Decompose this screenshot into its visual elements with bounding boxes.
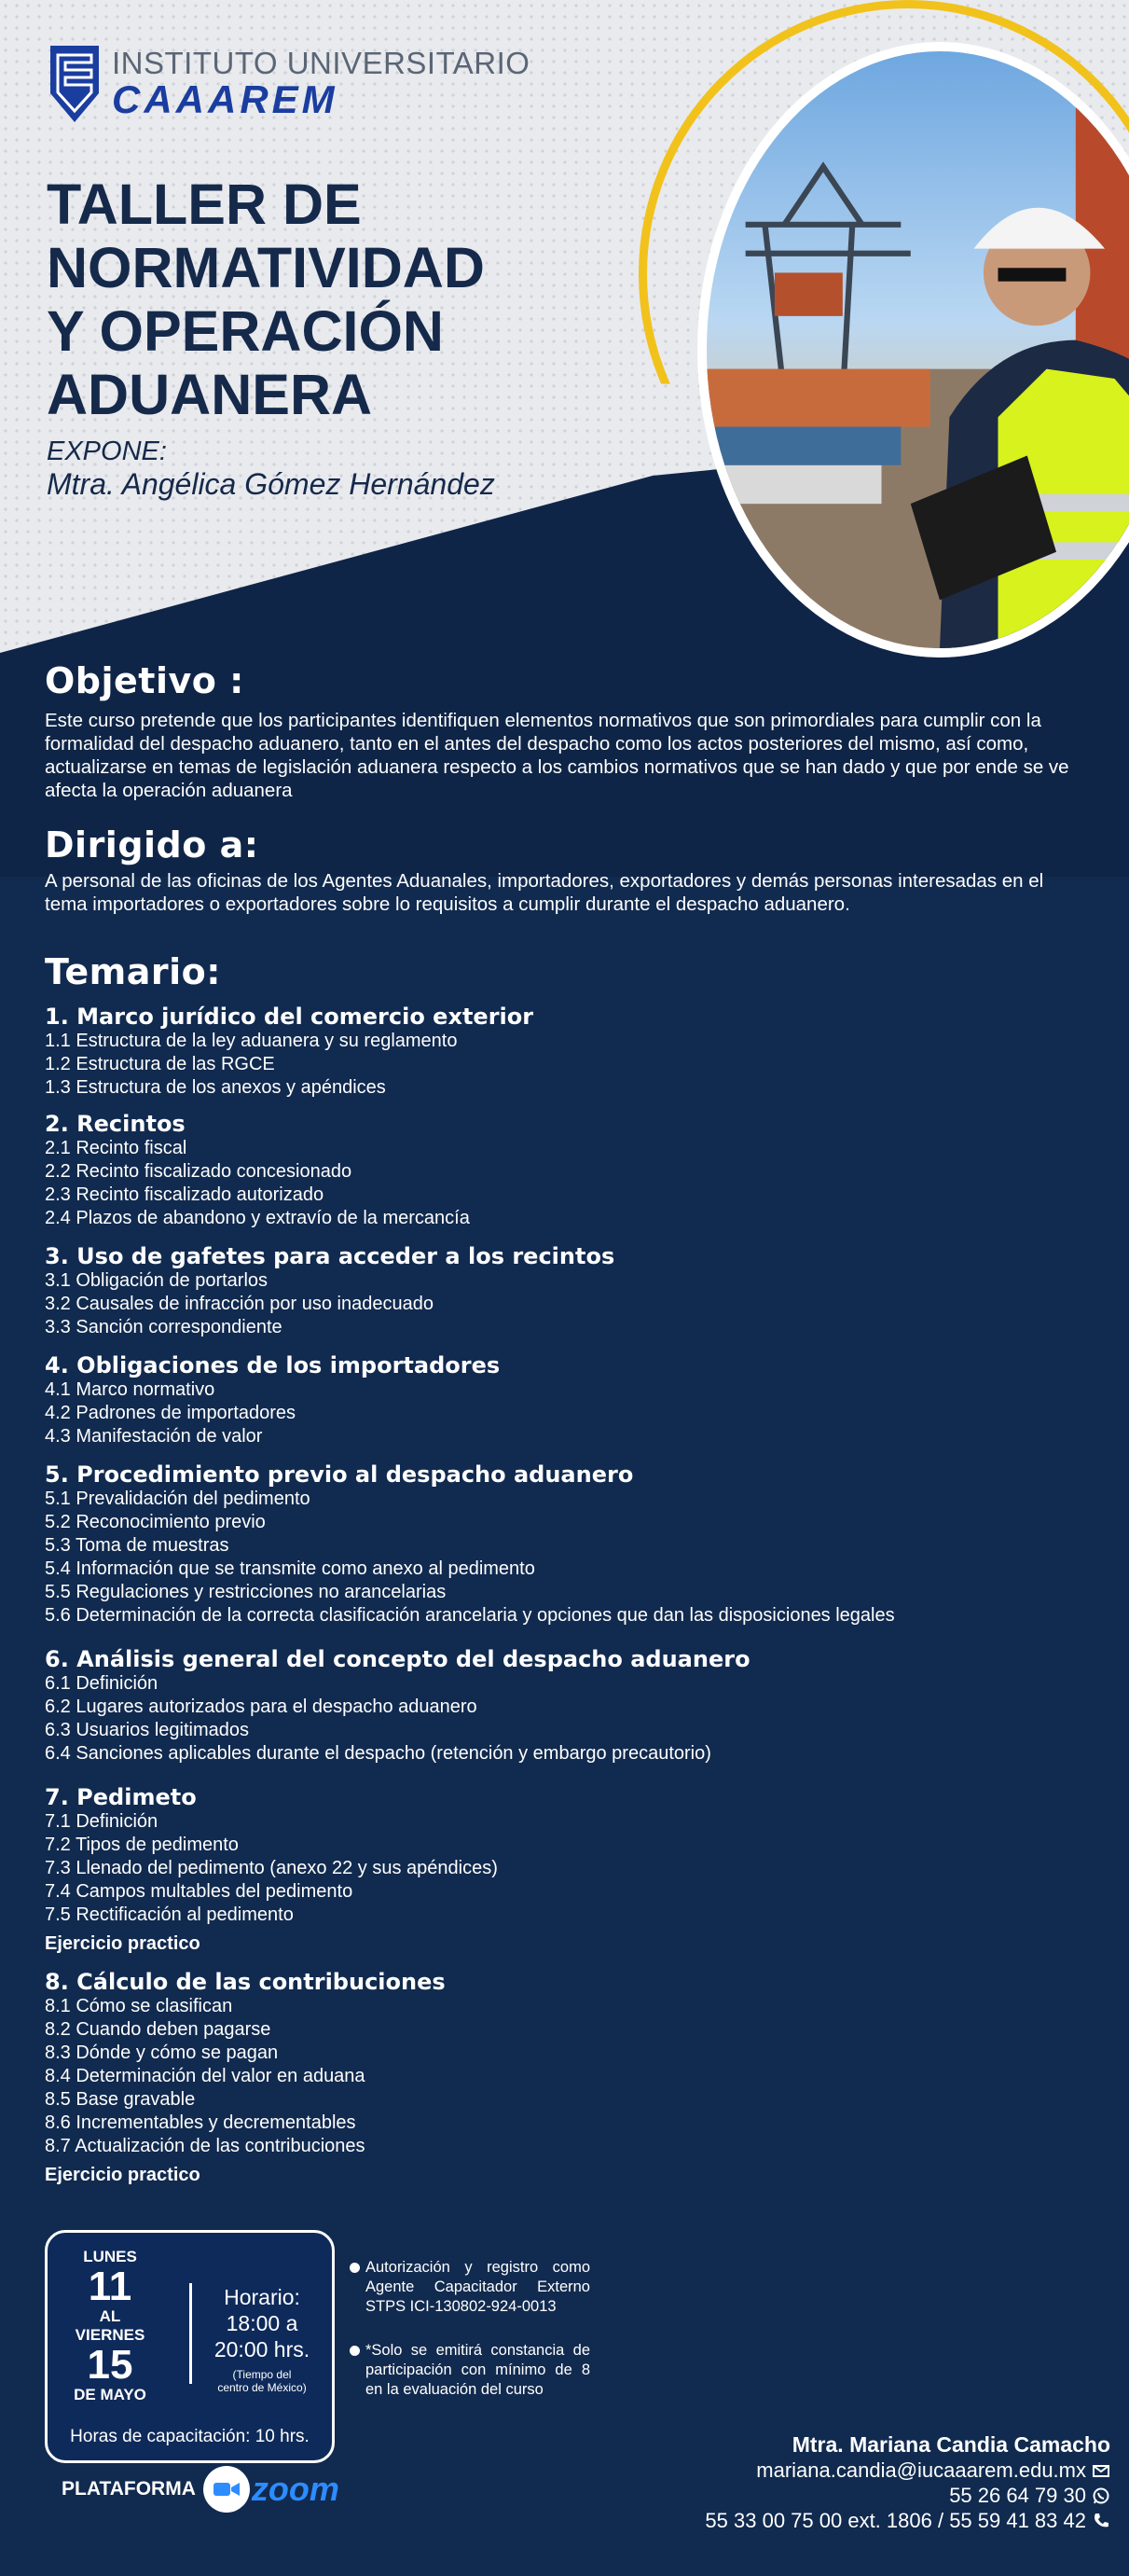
temario-heading: Temario:: [45, 951, 221, 992]
day1-number: 11: [88, 2264, 132, 2309]
list-item: 4.1 Marco normativo: [45, 1379, 215, 1400]
section-title: 2. Recintos: [45, 1111, 186, 1137]
logo-institution: INSTITUTO UNIVERSITARIO: [112, 46, 530, 80]
exercise-label: Ejercicio practico: [45, 2165, 200, 2185]
contact-whatsapp-row: [705, 2483, 1110, 2508]
list-item: 7.3 Llenado del pedimento (anexo 22 y sus apéndices): [45, 1858, 498, 1878]
range-al: AL: [99, 2307, 121, 2325]
section-title: 6. Análisis general del concepto del despacho aduanero: [45, 1646, 750, 1672]
contact-email-row: [705, 2458, 1110, 2483]
list-item: 7.4 Campos multables del pedimento: [45, 1881, 353, 1902]
section-title: 1. Marco jurídico del comercio exterior: [45, 1004, 534, 1030]
platform: [62, 2466, 339, 2513]
timezone-line2: centro de México): [217, 2381, 307, 2394]
title-line: ADUANERA: [47, 363, 373, 426]
zoom-wordmark: zoom: [251, 2470, 339, 2508]
section-title: 5. Procedimiento previo al despacho aduanero: [45, 1461, 634, 1488]
section-title: 4. Obligaciones de los importadores: [45, 1352, 501, 1378]
contact-phone[interactable]: 55 33 00 75 00 ext. 1806 / 55 59 41 83 42: [705, 2509, 1086, 2532]
list-item: 8.6 Incrementables y decrementables: [45, 2112, 356, 2133]
title-line: TALLER DE: [47, 173, 362, 236]
list-item: 1.1 Estructura de la ley aduanera y su reglamento: [45, 1031, 458, 1051]
horario-start: 18:00 a: [226, 2311, 298, 2335]
list-item: 5.3 Toma de muestras: [45, 1535, 229, 1556]
temario-section: [45, 1243, 1089, 1339]
port-engineer-image: [707, 51, 1129, 648]
list-item: 7.1 Definición: [45, 1811, 158, 1832]
objetivo-text: Este curso pretende que los participantes identifiquen elementos normativos que son primordiales para cumplir con la formalidad del despacho aduanero, tanto en el antes del despacho como los actos posteriores del mismo, así como, actualizarse en temas de legislación aduanera respecto a los cambios normativos que se han dado y que por ende se ve afecta la operación aduanera: [45, 710, 1069, 801]
temario-section: [45, 1646, 1089, 1766]
temario-section: [45, 1784, 1089, 1956]
logo-name: CAAAREM: [112, 77, 338, 121]
contact-block: [705, 2432, 1110, 2533]
divider: [189, 2283, 192, 2384]
video-camera-icon: [203, 2466, 250, 2513]
temario-section: [45, 1004, 1089, 1100]
speaker-block: [47, 436, 495, 502]
dirigido-heading: Dirigido a:: [45, 824, 259, 866]
contact-email[interactable]: mariana.candia@iucaaarem.edu.mx: [756, 2458, 1086, 2482]
list-item: 5.6 Determinación de la correcta clasificación arancelaria y opciones que dan las disposiciones legales: [45, 1605, 895, 1626]
zoom-logo: [203, 2466, 339, 2513]
list-item: 6.3 Usuarios legitimados: [45, 1720, 249, 1740]
temario-section: [45, 1969, 1089, 2187]
list-item: 1.2 Estructura de las RGCE: [45, 1054, 275, 1074]
list-item: 2.3 Recinto fiscalizado autorizado: [45, 1184, 324, 1205]
list-item: 8.1 Cómo se clasifican: [45, 1996, 233, 2016]
list-item: 6.2 Lugares autorizados para el despacho aduanero: [45, 1697, 477, 1717]
objetivo-heading: Objetivo :: [45, 660, 244, 701]
list-item: 7.5 Rectificación al pedimento: [45, 1904, 294, 1925]
list-item: 6.1 Definición: [45, 1673, 158, 1694]
day2-number: 15: [87, 2342, 133, 2388]
list-item: 3.2 Causales de infracción por uso inadecuado: [45, 1294, 434, 1314]
shield-logo-icon: [47, 42, 103, 126]
list-item: 8.5 Base gravable: [45, 2089, 196, 2110]
logo: [47, 42, 530, 126]
contact-phone-row: [705, 2508, 1110, 2533]
contact-whatsapp[interactable]: 55 26 64 79 30: [949, 2484, 1086, 2507]
platform-label: PLATAFORMA: [62, 2478, 196, 2500]
main-content: [45, 660, 1089, 2187]
temario-section: [45, 1352, 1089, 1448]
list-item: 3.1 Obligación de portarlos: [45, 1270, 268, 1291]
notes: [350, 2258, 590, 2424]
list-item: 7.2 Tipos de pedimento: [45, 1835, 239, 1855]
schedule-box: [45, 2230, 335, 2463]
timezone-line1: (Tiempo del: [232, 2368, 292, 2381]
temario-section: [45, 1111, 1089, 1230]
page-title: [47, 173, 485, 426]
list-item: 5.2 Reconocimiento previo: [45, 1512, 266, 1532]
day1-label: LUNES: [83, 2248, 137, 2265]
phone-icon: [1092, 2512, 1110, 2530]
horario-end: 20:00 hrs.: [213, 2337, 310, 2361]
schedule-time: [197, 2284, 327, 2394]
temario-section: [45, 1461, 1089, 1627]
speaker-name: Mtra. Angélica Gómez Hernández: [47, 467, 495, 501]
mail-icon: [1092, 2461, 1110, 2480]
list-item: 1.3 Estructura de los anexos y apéndices: [45, 1077, 386, 1098]
title-line: NORMATIVIDAD: [47, 236, 485, 299]
exercise-label: Ejercicio practico: [45, 1933, 200, 1954]
note-text: Autorización y registro como Agente Capacitador Externo STPS ICI-130802-924-0013: [365, 2259, 590, 2315]
section-title: 8. Cálculo de las contribuciones: [45, 1969, 446, 1995]
dirigido-text: A personal de las oficinas de los Agentes Aduanales, importadores, exportadores y demás personas interesadas en el tema importadores o exportadores sobre lo requisitos a cumplir durante el despacho aduanero.: [45, 870, 1044, 915]
note-item: [350, 2258, 590, 2317]
list-item: 5.5 Regulaciones y restricciones no arancelarias: [45, 1582, 447, 1602]
contact-name: Mtra. Mariana Candia Camacho: [792, 2432, 1110, 2457]
whatsapp-icon: [1092, 2486, 1110, 2505]
bullet-icon: [350, 2263, 360, 2273]
list-item: 4.3 Manifestación de valor: [45, 1426, 263, 1447]
list-item: 8.7 Actualización de las contribuciones: [45, 2136, 365, 2156]
day2-label: VIERNES: [75, 2326, 145, 2344]
list-item: 6.4 Sanciones aplicables durante el despacho (retención y embargo precautorio): [45, 1743, 711, 1764]
date-range: [59, 2248, 161, 2404]
list-item: 2.1 Recinto fiscal: [45, 1138, 187, 1158]
note-text: *Solo se emitirá constancia de participación con mínimo de 8 en la evaluación del curso: [365, 2342, 590, 2398]
list-item: 8.4 Determinación del valor en aduana: [45, 2066, 365, 2086]
list-item: 5.4 Información que se transmite como anexo al pedimento: [45, 1558, 535, 1579]
expone-label: EXPONE:: [47, 436, 167, 466]
horario-label: Horario:: [224, 2285, 300, 2309]
list-item: 4.2 Padrones de importadores: [45, 1403, 296, 1423]
section-title: 3. Uso de gafetes para acceder a los recintos: [45, 1243, 615, 1269]
list-item: 3.3 Sanción correspondiente: [45, 1317, 282, 1337]
list-item: 5.1 Prevalidación del pedimento: [45, 1489, 310, 1509]
list-item: 2.2 Recinto fiscalizado concesionado: [45, 1161, 352, 1182]
training-hours: Horas de capacitación: 10 hrs.: [70, 2427, 310, 2446]
title-line: Y OPERACIÓN: [47, 299, 444, 363]
bullet-icon: [350, 2346, 360, 2356]
month-label: DE MAYO: [74, 2386, 146, 2403]
section-title: 7. Pedimeto: [45, 1784, 197, 1810]
list-item: 2.4 Plazos de abandono y extravío de la mercancía: [45, 1208, 470, 1228]
note-item: [350, 2341, 590, 2400]
list-item: 8.3 Dónde y cómo se pagan: [45, 2043, 279, 2063]
list-item: 8.2 Cuando deben pagarse: [45, 2019, 271, 2040]
